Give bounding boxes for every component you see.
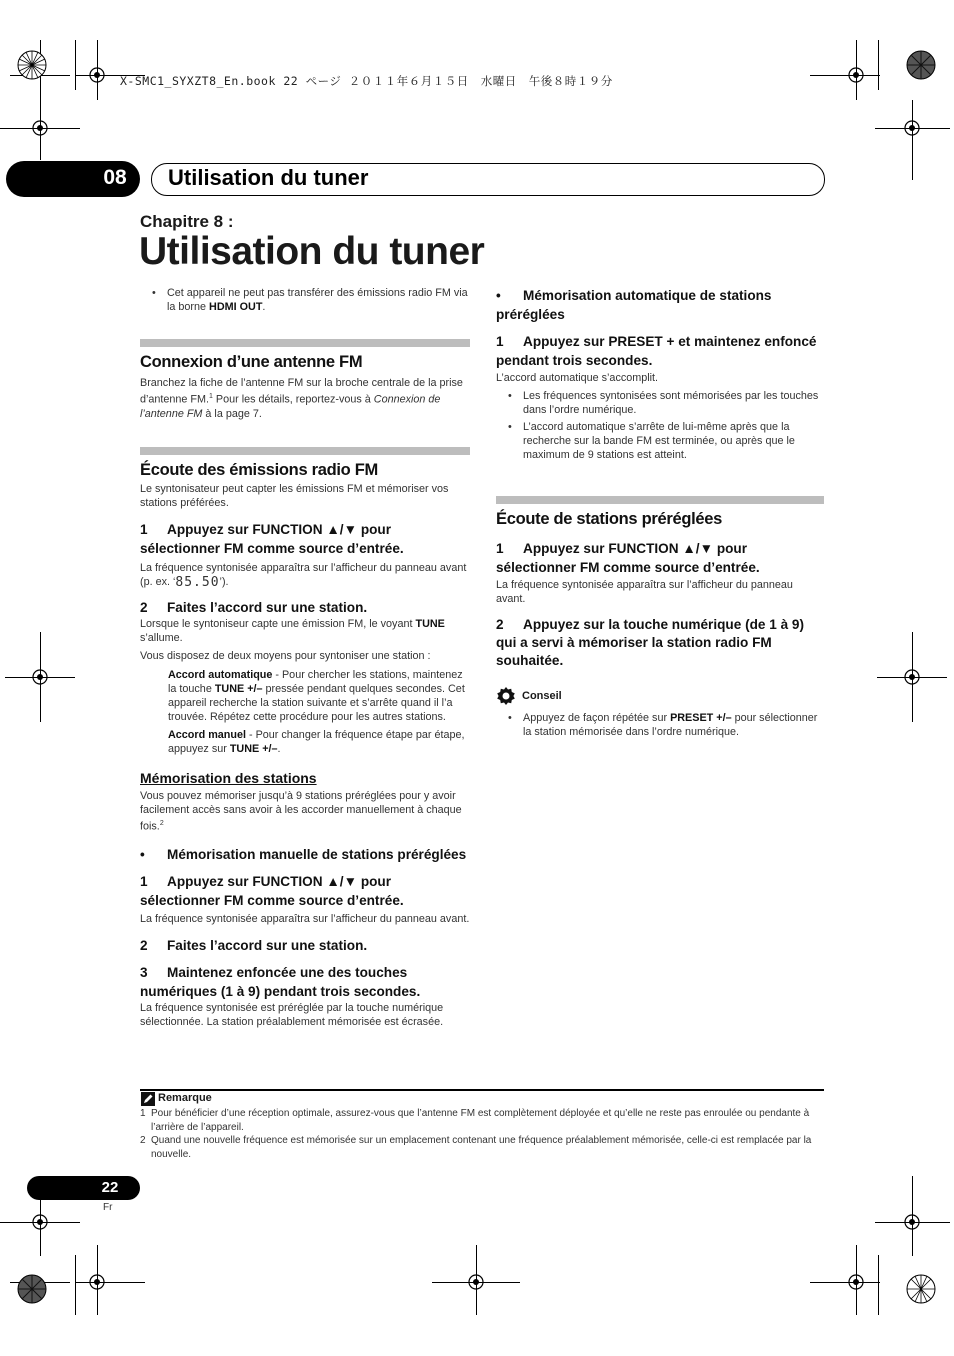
manual-tuning-desc: Accord manuel - Pour changer la fréquence étape par étape, appuyez sur TUNE +/–. (168, 728, 465, 755)
notes-divider (140, 1089, 824, 1091)
crosshair-icon (466, 1272, 486, 1292)
memo-paragraph: Vous pouvez mémoriser jusqu’à 9 stations préréglées pour y avoir facilement accès sans avoir à les accorder manuellement à chaque fois.$^2$ (140, 789, 462, 833)
section-divider (496, 496, 824, 504)
crosshair-icon (902, 667, 922, 687)
crosshair-icon (902, 118, 922, 138)
registration-rosette-icon (17, 50, 47, 80)
listen-heading: Écoute des émissions radio FM (140, 460, 378, 479)
note-pencil-icon (141, 1092, 155, 1106)
step-select-fm: 1 Appuyez sur FUNCTION ▲/▼ pour sélectionner FM comme source d’entrée. (140, 521, 404, 556)
crosshair-icon (30, 667, 50, 687)
step-press-number: 2 Appuyez sur la touche numérique (de 1 à 9) qui a servi à mémoriser la station radio FM souhaitée. (496, 617, 804, 668)
step-desc: Lorsque le syntoniseur capte une émission FM, le voyant TUNE s’allume. (140, 617, 445, 644)
memo-heading: Mémorisation des stations (140, 769, 317, 786)
crosshair-icon (846, 65, 866, 85)
manual-memo-bullet: • Mémorisation manuelle de stations préréglées (140, 847, 467, 863)
crosshair-icon (30, 118, 50, 138)
step-desc: Vous disposez de deux moyens pour syntoniser une station : (140, 649, 431, 662)
language-code: Fr (103, 1202, 113, 1213)
section-divider (140, 447, 470, 455)
footnote-2: 2 Quand une nouvelle fréquence est mémorisée sur un emplacement contenant une fréquence préalablement mémorisée, celle-ci est remplacée par la nouvelle. (140, 1135, 812, 1160)
page-title: Utilisation du tuner (139, 230, 485, 273)
notes-title: Remarque (158, 1092, 212, 1104)
crosshair-icon (902, 1212, 922, 1232)
step-select-fm: 1 Appuyez sur FUNCTION ▲/▼ pour sélectionner FM comme source d’entrée. (140, 874, 404, 909)
crosshair-icon (87, 1272, 107, 1292)
step-tune-station: 2 Faites l’accord sur une station. (140, 938, 368, 954)
book-file-info: X-SMC1_SYXZT8_En.book 22 ページ ２０１１年６月１５日 水曜日 午後８時１９分 (120, 74, 613, 88)
right-column (496, 286, 824, 739)
tip-icon (496, 686, 516, 706)
registration-rosette-icon (17, 1274, 47, 1304)
crosshair-icon (87, 65, 107, 85)
lcd-frequency: 85.50 (175, 574, 220, 590)
page-number: 22 (101, 1179, 119, 1196)
antenna-paragraph: Branchez la fiche de l’antenne FM sur la broche centrale de la prise d’antenne FM.$^1$ Pour les détails, reportez-vous à Connexion de l’antenne FM à la page 7. (140, 377, 463, 420)
crosshair-icon (30, 1212, 50, 1232)
section-divider (140, 339, 470, 347)
step-desc: La fréquence syntonisée apparaîtra sur l’afficheur du panneau avant. (496, 579, 793, 605)
auto-memo-note: • Les fréquences syntonisées sont mémorisées par les touches dans l’ordre numérique. (496, 389, 824, 417)
chapter-bar-title: Utilisation du tuner (168, 165, 369, 190)
step-desc: La fréquence syntonisée apparaîtra sur l’afficheur du panneau avant (p. ex. ‘85.50’). (140, 561, 467, 590)
tip-bullet: • Appuyez de façon répétée sur PRESET +/– pour sélectionner la station mémorisée dans l’ordre numérique. (496, 711, 824, 739)
step-hold-number: 3 Maintenez enfoncée une des touches numériques (1 à 9) pendant trois secondes. (140, 965, 421, 1000)
step-select-fm: 1 Appuyez sur FUNCTION ▲/▼ pour sélectionner FM comme source d’entrée. (496, 541, 760, 575)
intro-bullet: • Cet appareil ne peut pas transférer des émissions radio FM via la borne HDMI OUT. (140, 286, 470, 314)
registration-rosette-icon (906, 1274, 936, 1304)
footnote-1: 1 Pour bénéficier d’une réception optimale, assurez-vous que l’antenne FM est complètement déployée et qu’elle ne reste pas enroulée ou pendante à l’arrière de l’appareil. (140, 1108, 810, 1133)
antenna-heading: Connexion d’une antenne FM (140, 353, 363, 371)
registration-rosette-icon (906, 50, 936, 80)
crosshair-icon (846, 1272, 866, 1292)
chapter-number: 08 (103, 166, 127, 189)
preset-heading: Écoute de stations préréglées (496, 510, 723, 528)
chapter-label: Chapitre 8 : (140, 212, 234, 231)
auto-tuning-desc: Accord automatique - Pour chercher les stations, maintenez la touche TUNE +/– pressée pendant quelques secondes. Cet appareil recherche la station suivante et s’arrête quand il l’a trouvée. Répétez cette procédure pour les autres stations. (168, 668, 465, 723)
step-tune-station: 2 Faites l’accord sur une station. (140, 599, 368, 615)
tip-title: Conseil (522, 690, 562, 702)
step-desc: La fréquence syntonisée est préréglée par la touche numérique sélectionnée. La station préalablement mémorisée est écrasée. (140, 1002, 444, 1029)
auto-memo-bullet: • Mémorisation automatique de stations préréglées (496, 288, 772, 322)
step-preset-hold: 1 Appuyez sur PRESET + et maintenez enfoncé pendant trois secondes. (496, 334, 817, 368)
antenna-link[interactable]: Connexion de l’antenne FM (140, 393, 441, 420)
step-desc: La fréquence syntonisée apparaîtra sur l’afficheur du panneau avant. (140, 913, 470, 926)
listen-paragraph: Le syntonisateur peut capter les émissions FM et mémoriser vos stations préférées. (140, 482, 449, 509)
auto-memo-note: • L’accord automatique s’arrête de lui-même après que la recherche sur la bande FM est terminée, ou après que le maximum de 9 stations est atteint. (496, 420, 824, 462)
tip-header (496, 686, 824, 706)
left-column (140, 286, 470, 1029)
step-desc: L’accord automatique s’accomplit. (496, 372, 659, 384)
